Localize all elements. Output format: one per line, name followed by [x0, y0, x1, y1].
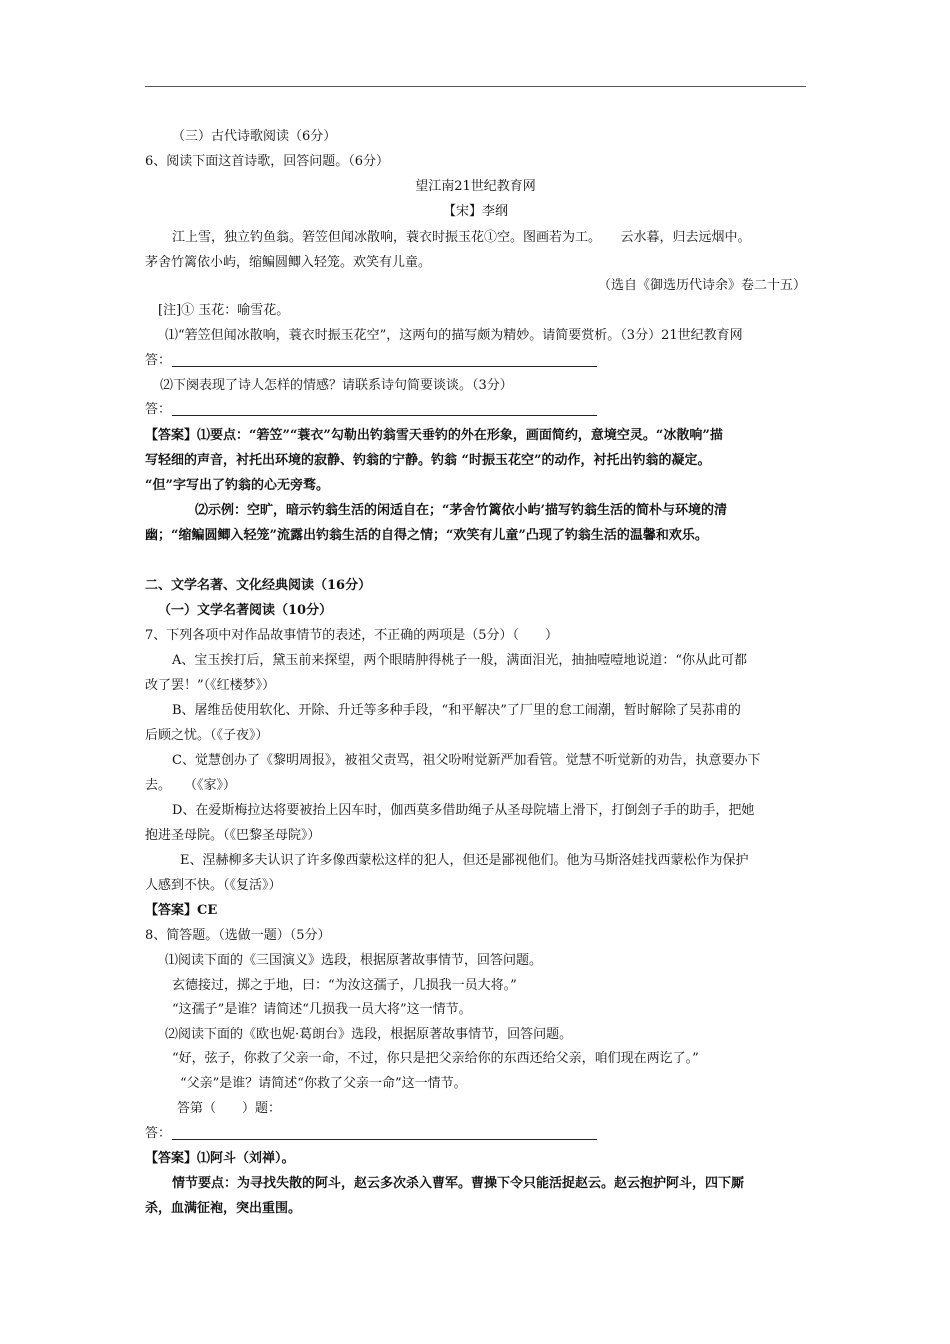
option-a: 改了罢！”（《红楼梦》） [145, 678, 276, 693]
answer-text: 杀，血满征袍，突出重围。 [145, 1201, 302, 1216]
option-d: D、在爱斯梅拉达将要被抬上囚车时，伽西莫多借助绳子从圣母院墙上滑下，打倒刽子手的助手，把她 [172, 803, 755, 818]
part-heading: 二、文学名著、文化经典阅读（16分） [145, 578, 372, 593]
quote: “好，弦子，你救了父亲一命，不过，你只是把父亲给你的东西还给父亲，咱们现在两讫了。” [172, 1051, 699, 1066]
answer-label: 答： [145, 1126, 172, 1141]
quote: 玄德接过，掷之于地，曰：“为汝这孺子，几损我一员大将。” [172, 978, 517, 993]
answer-label: 答： [145, 353, 172, 368]
answer-label: 答： [145, 402, 172, 417]
answer-text: 情节要点：为寻找失散的阿斗，赵云多次杀入曹军。曹操下令只能活捉赵云。赵云抱护阿斗，四下厮 [172, 1176, 745, 1191]
sub-question: ⑴“箬笠但闻冰散响，蓑衣时振玉花空”，这两句的描写颇为精妙。请简要赏析。（3分）21世纪教育网 [165, 328, 743, 343]
question-8: 8、简答题。（选做一题）（5分） [145, 928, 331, 943]
note: [注]① 玉花：喻雪花。 [158, 303, 290, 318]
answer-text: ⑵示例：空旷，暗示钓翁生活的闲适自在；“茅舍竹篱依小屿’描写钓翁生活的简朴与环境的清 [195, 503, 728, 518]
answer-text: 【答案】⑴阿斗（刘禅）。 [145, 1151, 295, 1166]
answer-blank[interactable] [172, 366, 597, 367]
answer-text: “但”字写出了钓翁的心无旁骛。 [145, 478, 329, 493]
option-e: 人感到不快。（《复活》） [145, 878, 282, 893]
option-c: C、觉慧创办了《黎明周报》，被祖父责骂，祖父吩咐觉新严加看管。觉慧不听觉新的劝告，执意要办下 [172, 753, 761, 768]
answer-text: 【答案】⑴要点：“箬笠”“蓑衣”勾勒出钓翁雪天垂钓的外在形象，画面简约，意境空灵。“冰散响”描 [145, 428, 723, 443]
option-b: 后顾之忧。（《子夜》） [145, 728, 269, 743]
sub-question: ⑵阅读下面的《欧也妮·葛朗台》选段，根据原著故事情节，回答问题。 [165, 1027, 573, 1042]
poem-source: （选自《御选历代诗余》卷二十五） [597, 278, 806, 293]
option-a: A、宝玉挨打后，黛玉前来探望，两个眼睛肿得桃子一般，满面泪光，抽抽噎噎地说道：“你从此可都 [172, 653, 748, 668]
option-d: 抱进圣母院。（《巴黎圣母院》） [145, 828, 321, 843]
answer-text: 【答案】CE [145, 903, 218, 918]
poem-author: 【宋】李纲 [442, 204, 508, 219]
sub-question: ⑴阅读下面的《三国演义》选段，根据原著故事情节，回答问题。 [165, 953, 543, 968]
option-c: 去。 （《家》） [145, 778, 237, 793]
answer-blank[interactable] [172, 1139, 597, 1140]
section-heading: （一）文学名著阅读（10分） [158, 603, 333, 618]
option-b: B、屠维岳使用软化、开除、升迁等多种手段，“和平解决”了厂里的怠工闹潮，暂时解除了吴荪甫的 [172, 703, 741, 718]
sub-question: “这孺子”是谁？请简述“几损我一员大将”这一情节。 [172, 1002, 472, 1017]
sub-question: “父亲”是谁？请简述“你救了父亲一命”这一情节。 [180, 1076, 467, 1091]
sub-question: ⑵下阕表现了诗人怎样的情感？请联系诗句简要谈谈。（3分） [160, 378, 513, 393]
header-rule [145, 86, 806, 87]
answer-text: 写轻细的声音，衬托出环境的寂静、钓翁的宁静。钓翁 “时振玉花空”的动作，衬托出钓翁的凝定。 [145, 453, 711, 468]
answer-blank[interactable] [172, 415, 597, 416]
poem-line: 江上雪，独立钓鱼翁。箬笠但闻冰散响，蓑衣时振玉花①空。图画若为工。 云水暮，归去远烟中。 [172, 230, 751, 245]
poem-line: 茅舍竹篱依小屿，缩鳊圆鲫入轻笼。欢笑有儿童。 [145, 255, 432, 270]
option-e: E、涅赫柳多夫认识了许多像西蒙松这样的犯人，但还是鄙视他们。他为马斯洛娃找西蒙松作为保护 [180, 853, 749, 868]
poem-title: 望江南21世纪教育网 [415, 179, 536, 194]
question-6: 6、阅读下面这首诗歌，回答问题。（6分） [145, 154, 390, 169]
answer-text: 幽；“缩鳊圆鲫入轻笼”流露出钓翁生活的自得之情；“欢笑有儿童”凸现了钓翁生活的温馨和欢乐。 [145, 528, 708, 543]
question-7: 7、下列各项中对作品故事情节的表述，不正确的两项是（5分）（ ） [145, 628, 559, 643]
choice-label: 答第（ ）题： [177, 1101, 282, 1116]
section-heading: （三）古代诗歌阅读（6分） [172, 129, 337, 144]
